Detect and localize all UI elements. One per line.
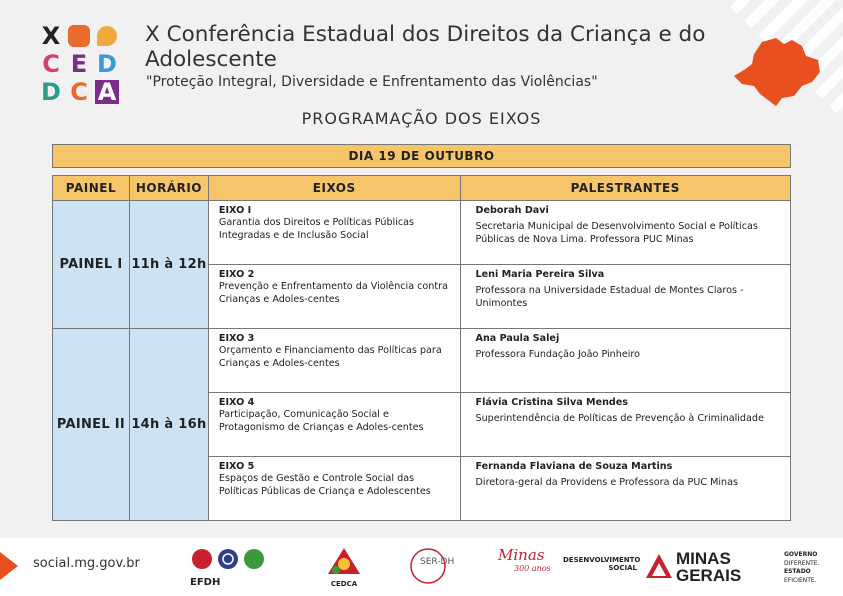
column-header-palestrantes: PALESTRANTES bbox=[460, 176, 790, 201]
social-text: SOCIAL bbox=[608, 564, 637, 572]
speaker-name: Leni Maria Pereira Silva bbox=[475, 269, 605, 280]
serdh-logo bbox=[408, 546, 468, 590]
speaker-cell bbox=[460, 393, 790, 457]
eixo-name: EIXO I bbox=[218, 205, 252, 216]
speaker-description: Professora na Universidade Estadual de Montes Claros - Unimontes bbox=[475, 285, 744, 309]
logo-letter: X bbox=[41, 22, 61, 50]
eixo-cell bbox=[208, 265, 460, 329]
conference-logo bbox=[37, 22, 121, 106]
efdh-logo bbox=[190, 546, 276, 588]
column-header-horario: HORÁRIO bbox=[129, 176, 208, 201]
desenvolvimento-social-label bbox=[563, 556, 641, 572]
eixo-description: Prevenção e Enfrentamento da Violência contra Crianças e Adoles-centes bbox=[218, 281, 448, 305]
speaker-cell bbox=[460, 329, 790, 393]
minas-gerais-map-icon bbox=[732, 36, 822, 108]
speaker-cell bbox=[460, 265, 790, 329]
serdh-emblem-icon bbox=[408, 546, 468, 586]
speaker-description: Diretora-geral da Providens e Professora da PUC Minas bbox=[475, 477, 739, 489]
logo-letter: C bbox=[42, 50, 60, 78]
cedca-label: CEDCA bbox=[330, 580, 358, 588]
speaker-cell bbox=[460, 201, 790, 265]
logo-letter: A bbox=[95, 80, 119, 104]
desenvolvimento-text: DESENVOLVIMENTO bbox=[563, 556, 641, 564]
table-row bbox=[53, 329, 791, 393]
minas-300-label: 300 anos bbox=[514, 564, 551, 573]
panel-name: PAINEL II bbox=[53, 329, 130, 521]
minas-text: MINAS bbox=[676, 549, 731, 568]
logo-letter: E bbox=[70, 50, 88, 78]
column-header-painel: PAINEL bbox=[53, 176, 130, 201]
eixo-description: Participação, Comunicação Social e Protagonismo de Crianças e Adoles-centes bbox=[218, 409, 424, 433]
logo-letter: C bbox=[70, 78, 88, 106]
logo-letter: D bbox=[97, 50, 117, 78]
speaker-description: Secretaria Municipal de Desenvolvimento Social e Políticas Públicas de Nova Lima. Professora PUC Minas bbox=[475, 221, 758, 245]
slogan-line: DIFERENTE. bbox=[784, 559, 820, 567]
efdh-emblem-icon bbox=[190, 546, 276, 572]
triangle-emblem-icon bbox=[646, 554, 672, 578]
panel-time: 11h à 12h bbox=[129, 201, 208, 329]
column-header-eixos: EIXOS bbox=[208, 176, 460, 201]
eixo-name: EIXO 3 bbox=[218, 333, 255, 344]
eixo-name: EIXO 4 bbox=[218, 397, 255, 408]
eixo-description: Espaços de Gestão e Controle Social das Políticas Públicas de Criança e Adolescentes bbox=[218, 473, 431, 497]
section-title: PROGRAMAÇÃO DOS EIXOS bbox=[301, 109, 542, 128]
table-row bbox=[53, 201, 791, 265]
serdh-label: SER-DH bbox=[420, 557, 455, 567]
eixo-name: EIXO 2 bbox=[218, 269, 255, 280]
minas-300-logo bbox=[498, 546, 558, 573]
table-header-row bbox=[53, 176, 791, 201]
slogan-line: ESTADO bbox=[784, 568, 811, 575]
speaker-cell bbox=[460, 457, 790, 521]
logo-letter: D bbox=[41, 78, 61, 106]
day-header: DIA 19 DE OUTUBRO bbox=[52, 144, 791, 168]
speaker-name: Flávia Cristina Silva Mendes bbox=[475, 397, 628, 408]
panel-name: PAINEL I bbox=[53, 201, 130, 329]
eixo-cell bbox=[208, 201, 460, 265]
eixo-cell bbox=[208, 329, 460, 393]
cedca-logo bbox=[322, 546, 366, 588]
arrow-icon bbox=[0, 552, 18, 580]
eixo-cell bbox=[208, 457, 460, 521]
slogan-line: GOVERNO bbox=[784, 551, 818, 558]
minas-gerais-logo bbox=[646, 550, 776, 586]
eixo-description: Orçamento e Financiamento das Políticas para Crianças e Adoles-centes bbox=[218, 345, 442, 369]
eixo-cell bbox=[208, 393, 460, 457]
speaker-description: Superintendência de Políticas de Prevenção à Criminalidade bbox=[475, 413, 764, 425]
speaker-name: Ana Paula Salej bbox=[475, 333, 560, 344]
efdh-label: EFDH bbox=[190, 577, 221, 588]
slogan-line: EFICIENTE. bbox=[784, 576, 817, 584]
eixo-description: Garantia dos Direitos e Políticas Públicas Integradas e de Inclusão Social bbox=[218, 217, 415, 241]
page-title: X Conferência Estadual dos Direitos da Criança e do Adolescente bbox=[145, 22, 706, 72]
website-link[interactable]: social.mg.gov.br bbox=[33, 556, 140, 571]
eixo-name: EIXO 5 bbox=[218, 461, 255, 472]
speech-bubble-icon bbox=[97, 26, 117, 46]
gerais-text: GERAIS bbox=[676, 566, 742, 585]
megaphone-icon bbox=[68, 25, 90, 47]
panel-time: 14h à 16h bbox=[129, 329, 208, 521]
governo-slogan bbox=[784, 551, 840, 585]
schedule-table bbox=[52, 175, 791, 521]
speaker-name: Deborah Davi bbox=[475, 205, 549, 216]
speaker-name: Fernanda Flaviana de Souza Martins bbox=[475, 461, 673, 472]
footer bbox=[0, 538, 843, 596]
cedca-emblem-icon bbox=[324, 546, 364, 576]
page-subtitle: "Proteção Integral, Diversidade e Enfrentamento das Violências" bbox=[146, 74, 598, 90]
minas-script-label: Minas bbox=[498, 546, 545, 564]
speaker-description: Professora Fundação João Pinheiro bbox=[475, 349, 641, 361]
